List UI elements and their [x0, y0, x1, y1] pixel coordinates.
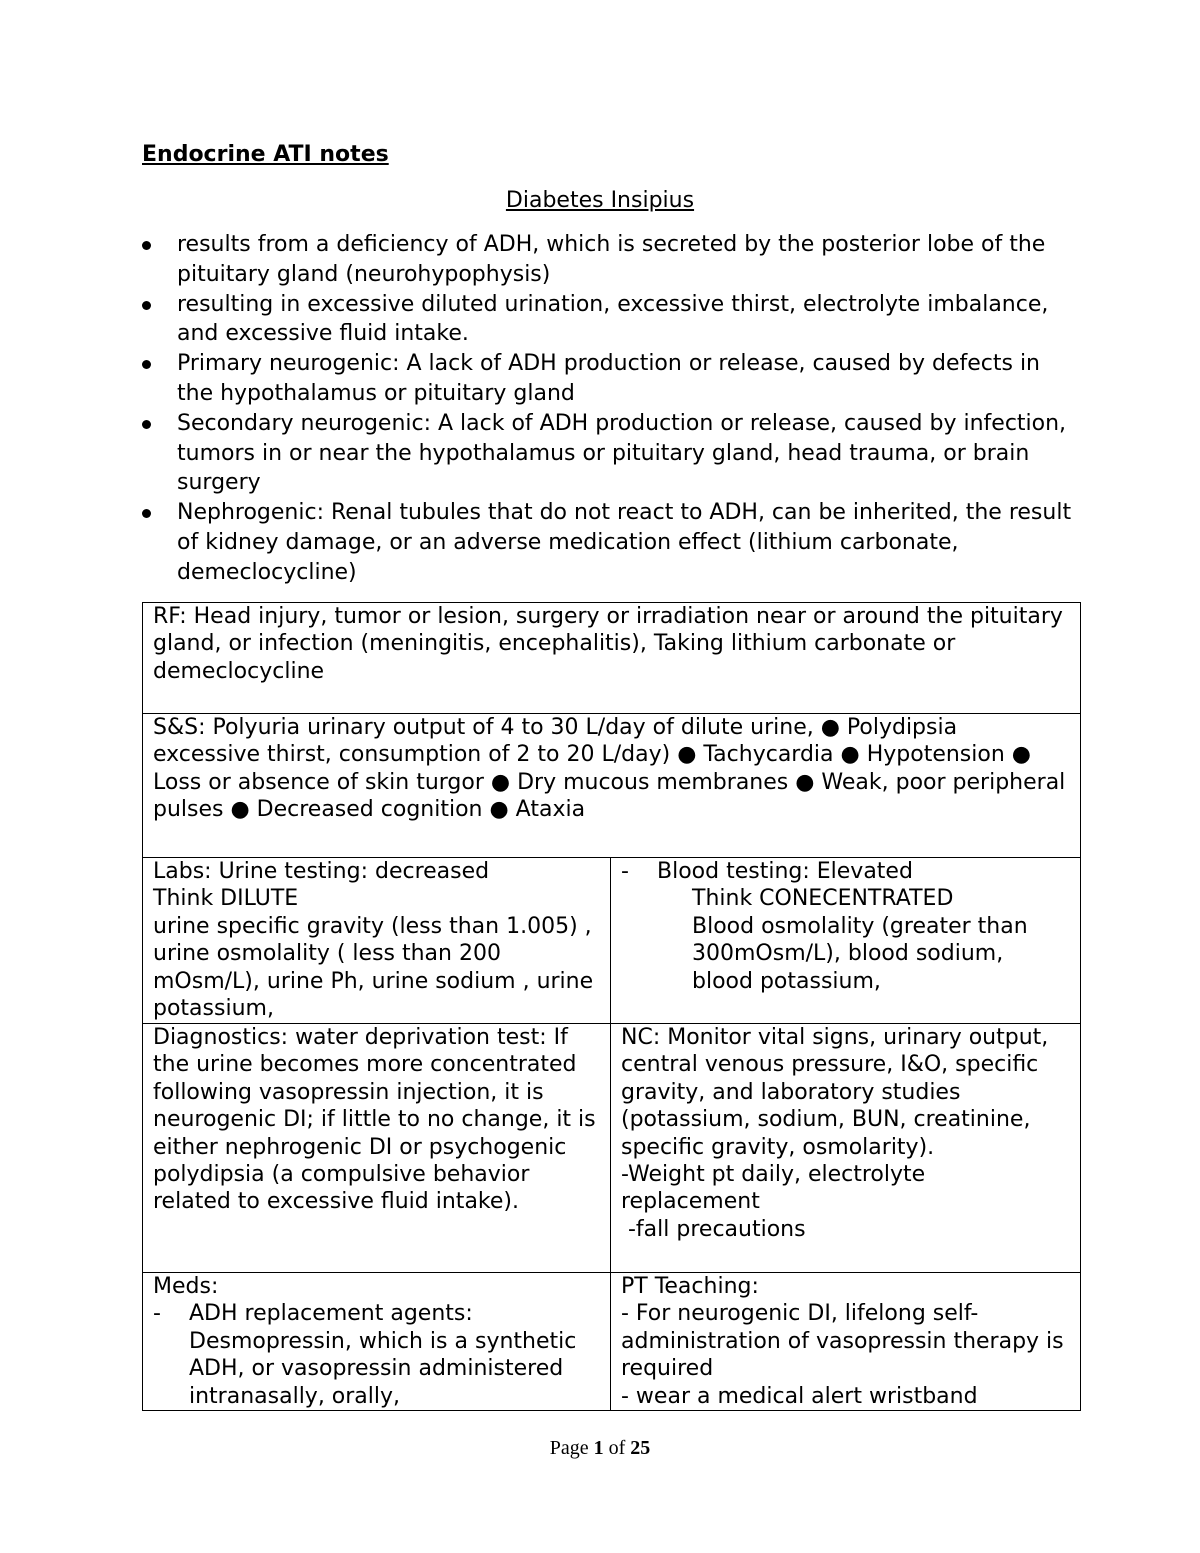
signs-symptoms-cell	[143, 714, 1081, 858]
table-row-risk-factors	[143, 603, 1081, 714]
total-pages: 25	[630, 1437, 651, 1459]
labs-blood-heading: Blood testing: Elevated	[657, 859, 913, 884]
teaching-line-2: - wear a medical alert wristband	[621, 1383, 978, 1409]
bullet-item	[142, 230, 1082, 290]
bullet-item	[142, 409, 1082, 498]
bullet-text: resulting in excessive diluted urination, excessive thirst, electrolyte imbalance, and excessive fluid intake.	[177, 291, 1049, 347]
page-footer	[0, 1434, 1200, 1462]
bullet-icon	[142, 509, 151, 518]
diagnostics-text: Diagnostics: water deprivation test: If the urine becomes more concentrated following vasopressin injection, it is neurogenic DI; if little to no change, it is either nephrogenic DI or psychogenic polydipsia (a compulsive behavior related to excessive fluid intake).	[153, 1025, 596, 1215]
labs-blood-cell	[611, 858, 1081, 1024]
bullet-list	[142, 230, 1082, 588]
teaching-line-1: - For neurogenic DI, lifelong self-administration of vasopressin therapy is required	[621, 1301, 1064, 1382]
bullet-icon	[142, 241, 151, 250]
dash-marker: -	[621, 859, 629, 884]
nursing-care-cell	[611, 1024, 1081, 1273]
bullet-text: Nephrogenic: Renal tubules that do not react to ADH, can be inherited, the result of kidney damage, or an adverse medication effect (lithium carbonate, demeclocycline)	[177, 500, 1072, 585]
page-number: 1	[593, 1437, 604, 1459]
bullet-text: Secondary neurogenic: A lack of ADH production or release, caused by infection, tumors in or near the hypothalamus or pituitary gland, head trauma, or brain surgery	[177, 410, 1067, 496]
meds-item	[153, 1300, 600, 1410]
labs-blood-mnemonic: Think CONECENTRATED	[692, 886, 954, 912]
labs-urine-mnemonic: Think DILUTE	[153, 886, 299, 912]
table-row-diagnostics	[143, 1024, 1081, 1273]
notes-table	[142, 602, 1081, 1411]
nursing-care-weight: -Weight pt daily, electrolyte replacement	[621, 1162, 926, 1215]
meds-item-text: ADH replacement agents: Desmopressin, which is a synthetic ADH, or vasopressin administered intranasally, orally,	[189, 1301, 577, 1409]
bullet-text: results from a deficiency of ADH, which is secreted by the posterior lobe of the pituitary gland (neurohypophysis)	[177, 232, 1046, 287]
meds-cell	[143, 1273, 611, 1411]
bullet-icon	[142, 420, 151, 429]
teaching-heading: PT Teaching:	[621, 1274, 759, 1299]
diagnostics-cell	[143, 1024, 611, 1273]
page-label: Page	[549, 1437, 589, 1459]
of-label: of	[608, 1437, 626, 1459]
table-row-meds	[143, 1273, 1081, 1411]
labs-blood-item	[621, 858, 1070, 885]
bullet-item	[142, 498, 1082, 587]
bullet-item	[142, 290, 1082, 350]
bullet-icon	[142, 301, 151, 310]
meds-heading: Meds:	[153, 1274, 219, 1299]
labs-urine-cell	[143, 858, 611, 1024]
table-row-labs	[143, 858, 1081, 1024]
bullet-item	[142, 349, 1082, 409]
labs-urine-details: urine specific gravity (less than 1.005) , urine osmolality ( less than 200 mOsm/L), urine Ph, urine sodium , urine potassium,	[153, 913, 594, 1022]
labs-blood-details: Blood osmolality (greater than 300mOsm/L), blood sodium, blood potassium,	[692, 913, 1028, 994]
nursing-care-monitor: NC: Monitor vital signs, urinary output, central venous pressure, I&O, specific gravity, and laboratory studies (potassium, sodium, BUN, creatinine, specific gravity, osmolarity).	[621, 1025, 1049, 1160]
labs-urine-heading: Labs: Urine testing: decreased	[153, 859, 490, 884]
signs-symptoms-text: S&S: Polyuria urinary output of 4 to 30 L/day of dilute urine, ● Polydipsia excessive thirst, consumption of 2 to 20 L/day) ● Tachycardia ● Hypotension ● Loss or absence of skin turgor ● Dry mucous membranes ● Weak, poor peripheral pulses ● Decreased cognition ● Ataxia	[153, 715, 1066, 823]
table-row-signs-symptoms	[143, 714, 1081, 858]
nursing-care-fall: -fall precautions	[621, 1216, 806, 1242]
risk-factors-text: RF: Head injury, tumor or lesion, surgery or irradiation near or around the pituitary gland, or infection (meningitis, encephalitis), Taking lithium carbonate or demeclocycline	[153, 604, 1063, 684]
bullet-icon	[142, 360, 151, 369]
risk-factors-cell	[143, 603, 1081, 714]
section-heading: Diabetes Insipius	[505, 188, 695, 213]
document-title: Endocrine ATI notes	[142, 142, 389, 167]
dash-marker: -	[153, 1301, 161, 1327]
bullet-text: Primary neurogenic: A lack of ADH production or release, caused by defects in the hypothalamus or pituitary gland	[177, 351, 1040, 406]
teaching-cell	[611, 1273, 1081, 1411]
